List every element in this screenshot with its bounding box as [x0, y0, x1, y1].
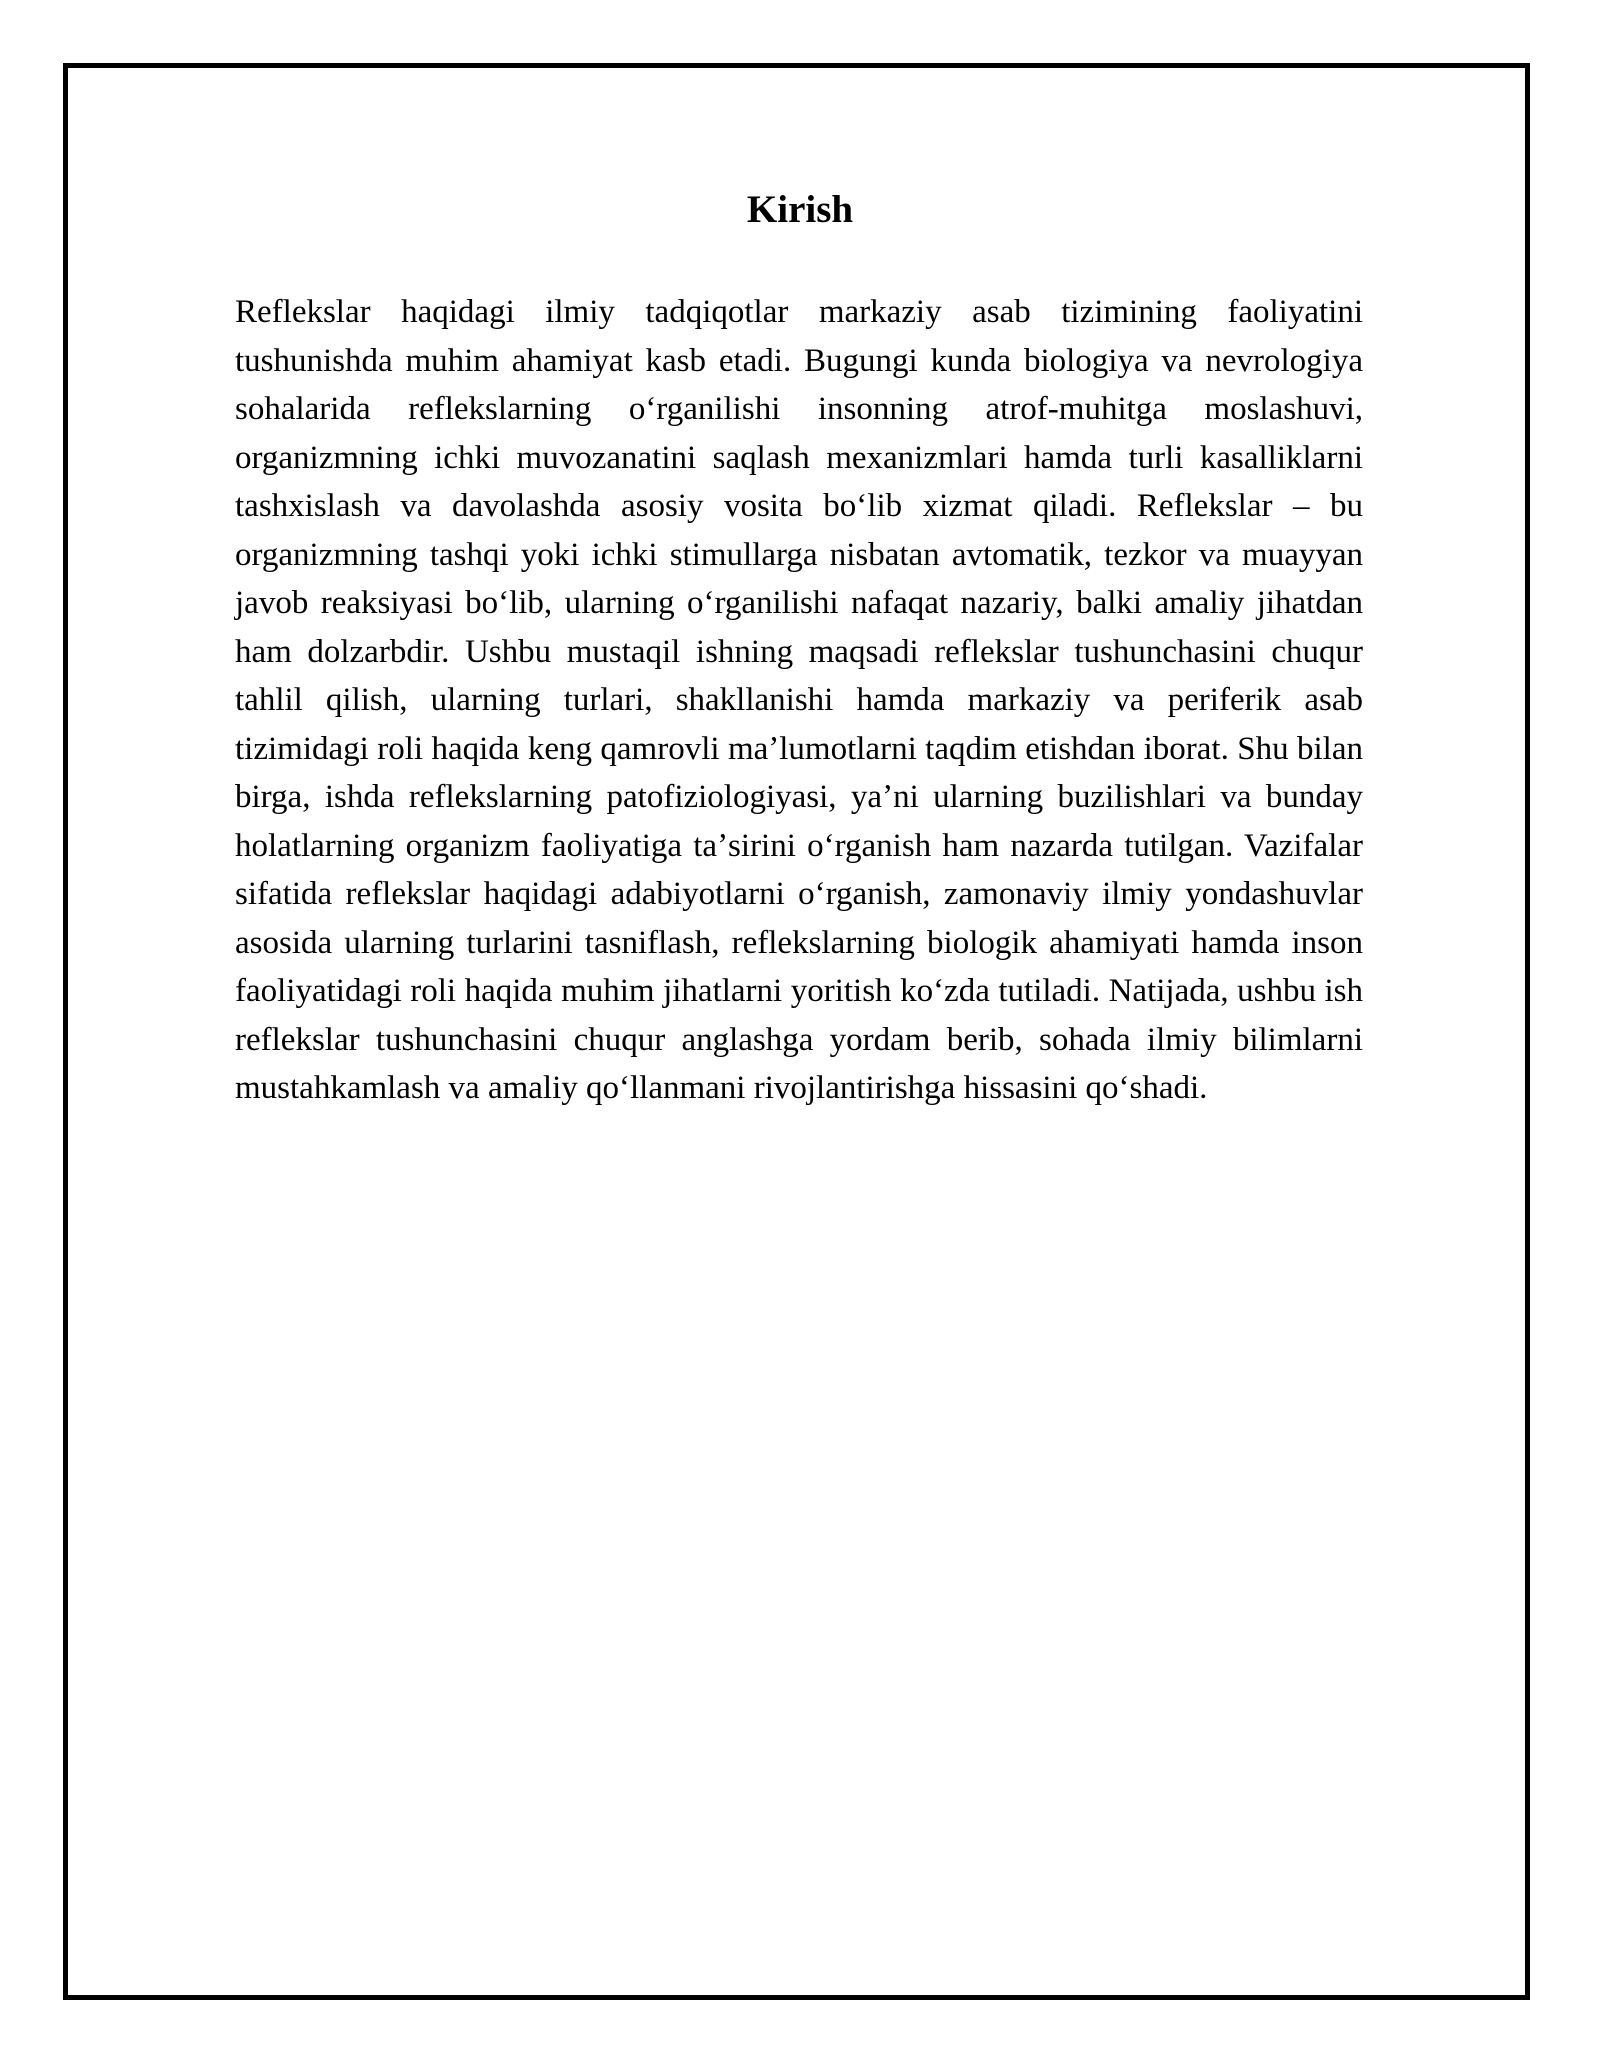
introduction-paragraph: Reflekslar haqidagi ilmiy tadqiqotlar markaziy asab tizimining faoliyatini tushunishda muhim ahamiyat kasb etadi. Bugungi kunda biologiya va nevrologiya sohalarida reflekslarning oʻrganilishi insonning atrof-muhitga moslashuvi, organizmning ichki muvozanatini saqlash mexanizmlari hamda turli kasalliklarni tashxislash va davolashda asosiy vosita boʻlib xizmat qiladi. Reflekslar – bu organizmning tashqi yoki ichki stimullarga nisbatan avtomatik, tezkor va muayyan javob reaksiyasi boʻlib, ularning oʻrganilishi nafaqat nazariy, balki amaliy jihatdan ham dolzarbdir. Ushbu mustaqil ishning maqsadi reflekslar tushunchasini chuqur tahlil qilish, ularning turlari, shakllanishi hamda markaziy va periferik asab tizimidagi roli haqida keng qamrovli maʼlumotlarni taqdim etishdan iborat. Shu bilan birga, ishda reflekslarning patofiziologiyasi, yaʼni ularning buzilishlari va bunday holatlarning organizm faoliyatiga taʼsirini oʻrganish ham nazarda tutilgan. Vazifalar sifatida reflekslar haqidagi adabiyotlarni oʻrganish, zamonaviy ilmiy yondashuvlar asosida ularning turlarini tasniflash, reflekslarning biologik ahamiyati hamda inson faoliyatidagi roli haqida muhim jihatlarni yoritish koʻzda tutiladi. Natijada, ushbu ish reflekslar tushunchasini chuqur anglashga yordam berib, sohada ilmiy bilimlarni mustahkamlash va amaliy qoʻllanmani rivojlantirishga hissasini qoʻshadi. [235, 294, 1363, 1106]
page-title: Kirish [746, 188, 854, 231]
